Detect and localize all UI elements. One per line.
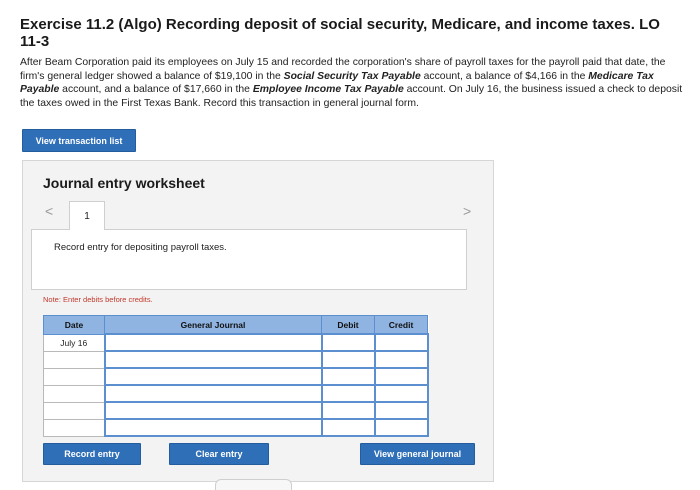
header-general-journal: General Journal bbox=[105, 316, 322, 335]
header-date: Date bbox=[44, 316, 105, 335]
debit-input[interactable] bbox=[322, 385, 375, 402]
account-medicare: Medicare Tax Payable bbox=[20, 70, 654, 96]
para-text-2: account, a balance of $4,166 in the bbox=[420, 70, 589, 82]
header-credit: Credit bbox=[375, 316, 428, 335]
account-input[interactable] bbox=[105, 419, 322, 436]
account-input[interactable] bbox=[105, 334, 322, 351]
debit-input[interactable] bbox=[322, 368, 375, 385]
debit-input[interactable] bbox=[322, 351, 375, 368]
date-cell[interactable] bbox=[44, 368, 105, 385]
scroll-handle[interactable] bbox=[215, 479, 292, 490]
chevron-left-icon[interactable]: < bbox=[45, 203, 54, 219]
credit-input[interactable] bbox=[375, 368, 428, 385]
credit-input[interactable] bbox=[375, 402, 428, 419]
debit-input[interactable] bbox=[322, 402, 375, 419]
problem-description bbox=[20, 56, 685, 110]
account-input[interactable] bbox=[105, 351, 322, 368]
view-general-journal-button[interactable]: View general journal bbox=[360, 443, 475, 465]
credit-input[interactable] bbox=[375, 385, 428, 402]
journal-entry-worksheet bbox=[22, 160, 494, 482]
entry-instruction: Record entry for depositing payroll taxes. bbox=[54, 242, 227, 253]
exercise-title: Exercise 11.2 (Algo) Recording deposit of social security, Medicare, and income taxes. LO 11-3 bbox=[20, 16, 660, 50]
date-cell[interactable] bbox=[44, 402, 105, 419]
table-row bbox=[44, 385, 428, 402]
credit-input[interactable] bbox=[375, 334, 428, 351]
header-debit: Debit bbox=[322, 316, 375, 335]
debit-input[interactable] bbox=[322, 419, 375, 436]
credit-input[interactable] bbox=[375, 351, 428, 368]
note-label: Note: bbox=[43, 295, 61, 304]
date-cell[interactable] bbox=[44, 419, 105, 436]
account-input[interactable] bbox=[105, 368, 322, 385]
table-row bbox=[44, 402, 428, 419]
para-text-3: account, and a balance of $17,660 in the bbox=[59, 84, 253, 96]
date-cell[interactable] bbox=[44, 385, 105, 402]
account-social-security: Social Security Tax Payable bbox=[283, 70, 421, 82]
table-row bbox=[44, 334, 428, 351]
entry-tab-1[interactable]: 1 bbox=[69, 201, 105, 230]
debit-input[interactable] bbox=[322, 334, 375, 351]
para-text-1: After Beam Corporation paid its employees on July 15 and recorded the corporation's share of payroll taxes for the payroll paid that date, the firm's general ledger showed a balance of $19,100 in the bbox=[20, 57, 666, 82]
account-input[interactable] bbox=[105, 402, 322, 419]
journal-table bbox=[43, 315, 429, 437]
record-entry-button[interactable]: Record entry bbox=[43, 443, 141, 465]
para-text-4: account. On July 16, the business issued a check to deposit the taxes owed in the First Texas Bank. Record this transaction in general journal form. bbox=[20, 84, 683, 109]
view-transaction-list-button[interactable]: View transaction list bbox=[22, 129, 136, 152]
entry-instruction-box bbox=[31, 229, 467, 290]
credit-input[interactable] bbox=[375, 419, 428, 436]
worksheet-title: Journal entry worksheet bbox=[43, 175, 205, 191]
table-row bbox=[44, 351, 428, 368]
chevron-right-icon[interactable]: > bbox=[463, 203, 472, 219]
table-row bbox=[44, 368, 428, 385]
account-income-tax: Employee Income Tax Payable bbox=[252, 84, 404, 96]
note-text: Enter debits before credits. bbox=[63, 295, 153, 304]
table-row bbox=[44, 419, 428, 436]
account-input[interactable] bbox=[105, 385, 322, 402]
clear-entry-button[interactable]: Clear entry bbox=[169, 443, 269, 465]
date-cell[interactable] bbox=[44, 351, 105, 368]
date-cell[interactable]: July 16 bbox=[44, 334, 105, 351]
note bbox=[43, 295, 153, 304]
